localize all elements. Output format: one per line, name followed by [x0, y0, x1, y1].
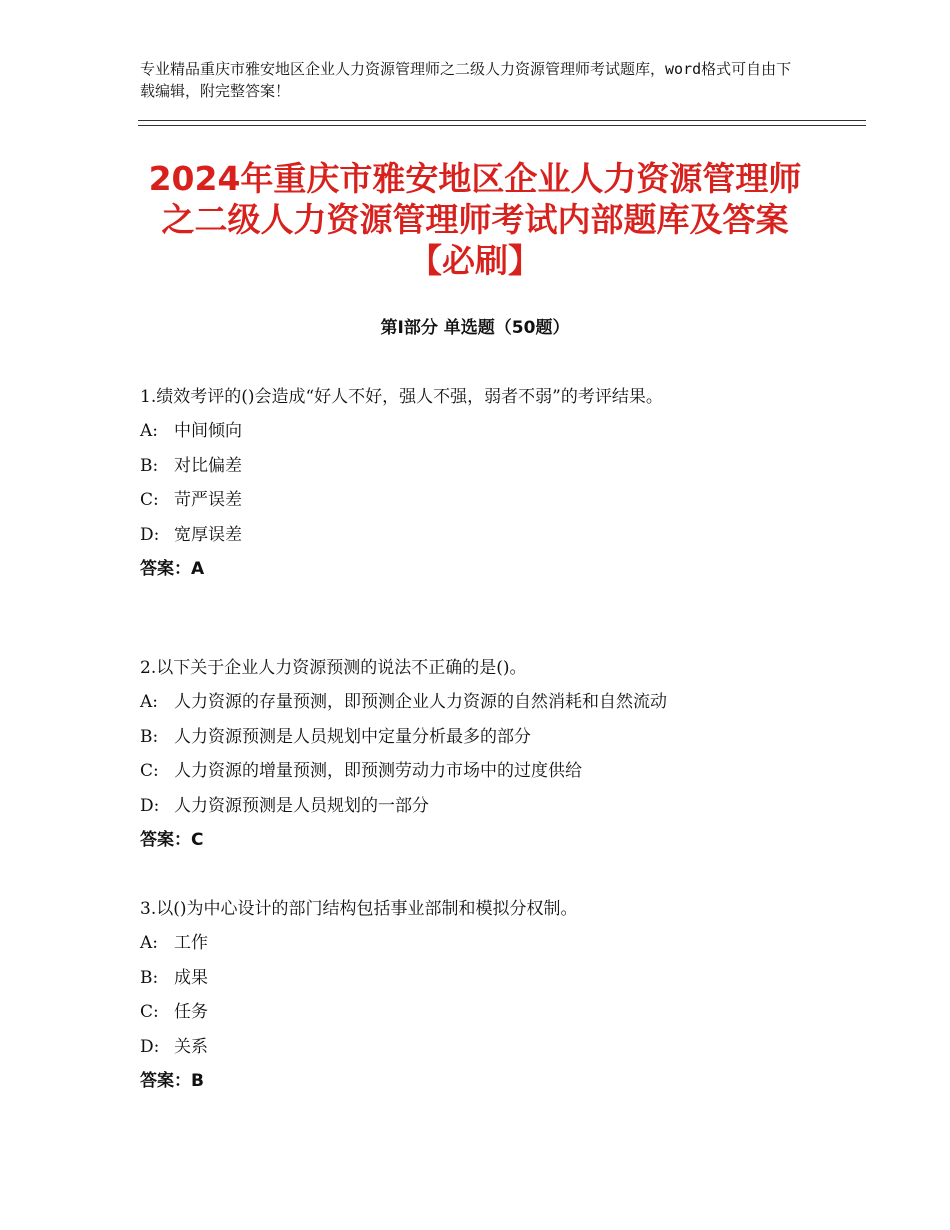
title-line-3: 【必刷】 — [409, 241, 541, 280]
option-text: 苛严误差 — [174, 490, 242, 510]
option-a — [140, 685, 810, 720]
option-text: 对比偏差 — [174, 455, 242, 476]
option-text: 人力资源预测是人员规划的一部分 — [174, 795, 429, 816]
header-divider-bottom — [138, 125, 866, 126]
option-letter: B: — [140, 967, 159, 988]
option-b — [140, 720, 810, 755]
option-text: 中间倾向 — [174, 421, 242, 441]
option-d — [140, 789, 810, 824]
option-text: 人力资源的存量预测，即预测企业人力资源的自然消耗和自然流动 — [174, 692, 667, 712]
question-1 — [140, 380, 810, 586]
option-c — [140, 754, 810, 789]
option-text: 宽厚误差 — [174, 524, 242, 545]
option-letter: C: — [140, 761, 159, 781]
question-stem: 1.绩效考评的()会造成“好人不好，强人不强，弱者不弱”的考评结果。 — [140, 387, 663, 407]
option-text: 任务 — [174, 1002, 208, 1022]
question-2 — [140, 651, 810, 857]
option-text: 关系 — [174, 1036, 208, 1057]
option-b — [140, 961, 810, 996]
option-letter: C: — [140, 490, 159, 510]
option-letter: A: — [140, 692, 159, 712]
option-d — [140, 1030, 810, 1065]
option-letter: D: — [140, 795, 160, 816]
option-letter: C: — [140, 1002, 159, 1022]
section-heading: 第Ⅰ部分 单选题（50题） — [380, 318, 570, 338]
option-text: 人力资源的增量预测，即预测劳动力市场中的过度供给 — [174, 761, 582, 781]
title-line-1: 2024年重庆市雅安地区企业人力资源管理师 — [148, 159, 802, 198]
question-stem: 3.以()为中心设计的部门结构包括事业部制和模拟分权制。 — [140, 899, 578, 919]
title-line-2: 之二级人力资源管理师考试内部题库及答案 — [161, 200, 789, 239]
option-c — [140, 995, 810, 1030]
option-letter: B: — [140, 455, 159, 476]
option-d — [140, 518, 810, 553]
option-letter: A: — [140, 421, 159, 441]
document-title — [138, 158, 812, 281]
option-letter: A: — [140, 933, 159, 953]
option-a — [140, 926, 810, 961]
option-letter: D: — [140, 1036, 160, 1057]
option-text: 人力资源预测是人员规划中定量分析最多的部分 — [174, 726, 531, 747]
option-text: 成果 — [174, 967, 208, 988]
question-3 — [140, 892, 810, 1098]
option-letter: B: — [140, 726, 159, 747]
option-b — [140, 449, 810, 484]
question-stem: 2.以下关于企业人力资源预测的说法不正确的是()。 — [140, 658, 527, 678]
option-c — [140, 483, 810, 518]
option-a — [140, 414, 810, 449]
answer-line: 答案：C — [140, 830, 204, 850]
option-letter: D: — [140, 524, 160, 545]
answer-line: 答案：A — [140, 559, 205, 579]
option-text: 工作 — [174, 933, 208, 953]
header-divider-top — [138, 120, 866, 121]
answer-line: 答案：B — [140, 1071, 204, 1091]
header-note: 专业精品重庆市雅安地区企业人力资源管理师之二级人力资源管理师考试题库，word格式可自由下载编辑，附完整答案！ — [140, 60, 792, 100]
